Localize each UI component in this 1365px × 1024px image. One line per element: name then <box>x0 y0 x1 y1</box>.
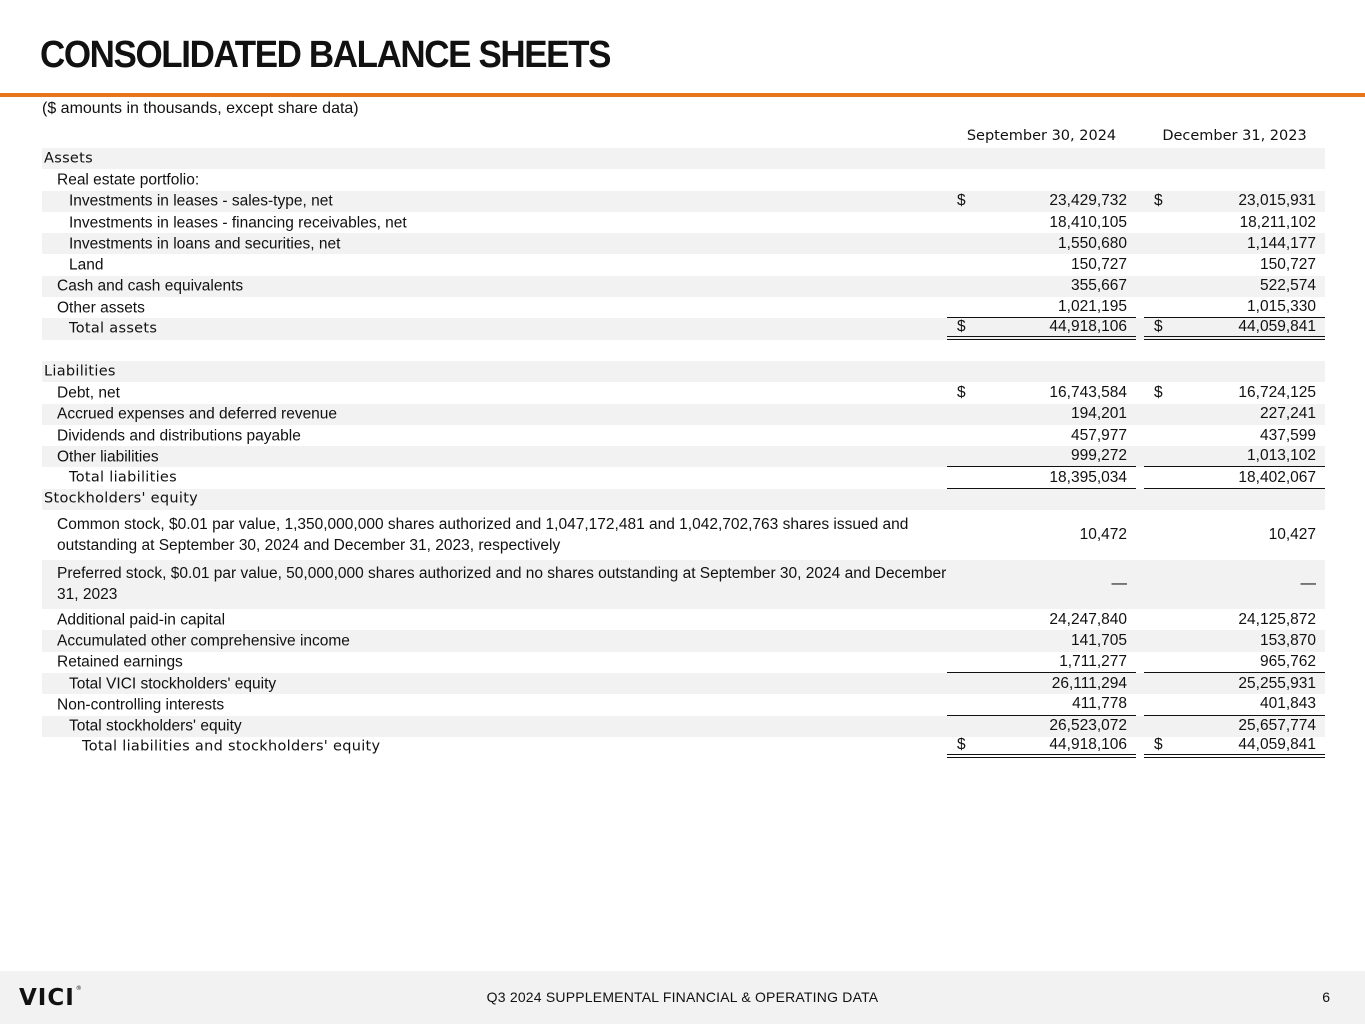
cell-value: 18,402,067 <box>1238 468 1316 486</box>
value-cell-2024 <box>947 510 1136 560</box>
value-cell-2024 <box>947 694 1136 715</box>
cell-value: — <box>1111 575 1127 593</box>
cell-value: 16,724,125 <box>1238 383 1316 401</box>
value-cell-2023 <box>1144 630 1325 651</box>
cell-value: 26,523,072 <box>1049 717 1127 735</box>
table-row <box>42 510 1325 560</box>
currency-symbol: $ <box>1154 318 1163 336</box>
row-label: Non-controlling interests <box>57 696 225 714</box>
row-label: Debt, net <box>57 384 120 402</box>
cell-value: 25,657,774 <box>1238 717 1316 735</box>
cell-value: 150,727 <box>1070 256 1127 274</box>
value-cell-2024 <box>947 467 1136 488</box>
currency-symbol: $ <box>1154 192 1163 210</box>
value-cell-2023 <box>1144 467 1325 488</box>
table-row <box>42 560 1325 610</box>
table-row <box>42 191 1325 212</box>
title-rule <box>0 93 1365 97</box>
value-cell-2024 <box>947 673 1136 694</box>
currency-symbol: $ <box>957 318 966 336</box>
value-cell-2023 <box>1144 212 1325 233</box>
cell-value: 16,743,584 <box>1049 383 1127 401</box>
cell-value: 18,211,102 <box>1239 213 1316 231</box>
cell-value: 150,727 <box>1259 256 1316 274</box>
cell-value: 23,429,732 <box>1049 192 1127 210</box>
value-cell-2023 <box>1144 233 1325 254</box>
section-header-row <box>42 361 1325 382</box>
value-cell-2024 <box>947 630 1136 651</box>
value-cell-2024 <box>947 233 1136 254</box>
spacer-row <box>42 340 1325 361</box>
value-cell-2024 <box>947 716 1136 737</box>
table-row <box>42 694 1325 715</box>
value-cell-2024 <box>947 652 1136 673</box>
currency-symbol: $ <box>957 383 966 401</box>
cell-value: 44,918,106 <box>1049 736 1127 754</box>
table-row <box>42 254 1325 275</box>
value-cell-2024 <box>947 212 1136 233</box>
balance-sheet-table <box>42 148 1325 758</box>
table-row <box>42 630 1325 651</box>
table-row <box>42 318 1325 339</box>
cell-value: 457,977 <box>1070 426 1127 444</box>
row-label: Preferred stock, $0.01 par value, 50,000,000 shares authorized and no shares outstanding at September 30, 2024 and December 31, 2023 <box>57 565 947 604</box>
table-row <box>42 297 1325 318</box>
value-cell-2024 <box>947 425 1136 446</box>
cell-value: 355,667 <box>1070 277 1127 295</box>
footer-text: Q3 2024 SUPPLEMENTAL FINANCIAL & OPERATING DATA <box>486 989 879 1005</box>
value-cell-2024 <box>947 254 1136 275</box>
section-header-row <box>42 148 1325 169</box>
value-cell-2023 <box>1144 297 1325 318</box>
value-cell-2024 <box>947 560 1136 610</box>
row-label: Assets <box>44 150 93 167</box>
currency-symbol: $ <box>957 192 966 210</box>
currency-symbol: $ <box>1154 736 1163 754</box>
value-cell-2024 <box>947 446 1136 467</box>
value-cell-2023 <box>1144 694 1325 715</box>
cell-value: 437,599 <box>1259 426 1316 444</box>
vici-logo: VICI® <box>19 985 83 1011</box>
cell-value: 1,015,330 <box>1247 298 1316 316</box>
value-cell-2024 <box>947 276 1136 297</box>
value-cell-2024 <box>947 297 1136 318</box>
value-cell-2023 <box>1144 254 1325 275</box>
cell-value: 401,843 <box>1259 695 1316 713</box>
value-cell-2023 <box>1144 716 1325 737</box>
value-cell-2024 <box>947 191 1136 212</box>
row-label: Investments in loans and securities, net <box>69 235 341 253</box>
value-cell-2023 <box>1144 404 1325 425</box>
cell-value: 10,427 <box>1268 525 1316 543</box>
row-label: Cash and cash equivalents <box>57 277 244 295</box>
row-label: Real estate portfolio: <box>57 171 200 189</box>
cell-value: 23,015,931 <box>1238 192 1316 210</box>
table-row <box>42 467 1325 488</box>
row-label: Common stock, $0.01 par value, 1,350,000,000 shares authorized and 1,047,172,481 and 1,042,702,763 shares issued and outstanding at September 30, 2024 and December 31, 2023, respectively <box>57 515 909 554</box>
units-note: ($ amounts in thousands, except share data) <box>42 100 359 117</box>
table-row <box>42 382 1325 403</box>
cell-value: 18,410,105 <box>1049 213 1127 231</box>
value-cell-2023 <box>1144 737 1325 758</box>
cell-value: 227,241 <box>1259 405 1316 423</box>
value-cell-2023 <box>1144 191 1325 212</box>
row-label: Total assets <box>69 320 158 337</box>
table-row <box>42 276 1325 297</box>
row-label: Other liabilities <box>57 448 159 466</box>
row-label: Accumulated other comprehensive income <box>57 632 350 650</box>
table-row <box>42 716 1325 737</box>
cell-value: 1,144,177 <box>1247 234 1316 252</box>
currency-symbol: $ <box>1154 383 1163 401</box>
cell-value: 1,550,680 <box>1058 234 1127 252</box>
cell-value: 141,705 <box>1070 631 1127 649</box>
cell-value: 194,201 <box>1070 405 1127 423</box>
table-row <box>42 446 1325 467</box>
cell-value: 411,778 <box>1072 695 1127 713</box>
value-cell-2024 <box>947 318 1136 339</box>
cell-value: 24,125,872 <box>1238 610 1316 628</box>
table-row <box>42 737 1325 758</box>
cell-value: 18,395,034 <box>1049 468 1127 486</box>
row-label: Investments in leases - sales-type, net <box>69 192 333 210</box>
value-cell-2023 <box>1144 560 1325 610</box>
value-cell-2023 <box>1144 609 1325 630</box>
row-label: Total liabilities and stockholders' equity <box>82 738 381 755</box>
row-label: Land <box>69 256 104 274</box>
cell-value: 25,255,931 <box>1238 674 1316 692</box>
value-cell-2023 <box>1144 652 1325 673</box>
row-label: Retained earnings <box>57 653 183 671</box>
table-row <box>42 652 1325 673</box>
table-row <box>42 233 1325 254</box>
cell-value: 1,711,277 <box>1059 652 1127 670</box>
row-label: Additional paid-in capital <box>57 611 226 629</box>
value-cell-2023 <box>1144 276 1325 297</box>
row-label: Liabilities <box>44 363 116 380</box>
row-label: Total liabilities <box>69 469 177 486</box>
row-label: Other assets <box>57 299 145 317</box>
cell-value: 44,918,106 <box>1049 318 1127 336</box>
value-cell-2023 <box>1144 673 1325 694</box>
page-number: 6 <box>1322 989 1330 1005</box>
cell-value: 24,247,840 <box>1049 610 1127 628</box>
table-row <box>42 212 1325 233</box>
value-cell-2023 <box>1144 318 1325 339</box>
table-row <box>42 673 1325 694</box>
section-header-row <box>42 489 1325 510</box>
cell-value: 44,059,841 <box>1238 736 1316 754</box>
cell-value: 1,013,102 <box>1247 447 1316 465</box>
value-cell-2024 <box>947 404 1136 425</box>
row-label: Dividends and distributions payable <box>57 427 301 444</box>
value-cell-2023 <box>1144 425 1325 446</box>
page-title: CONSOLIDATED BALANCE SHEETS <box>40 34 611 76</box>
table-row <box>42 404 1325 425</box>
row-label: Total stockholders' equity <box>69 717 242 735</box>
cell-value: 1,021,195 <box>1058 298 1127 316</box>
table-row <box>42 425 1325 446</box>
cell-value: 10,472 <box>1079 525 1127 543</box>
currency-symbol: $ <box>957 736 966 754</box>
row-label: Total VICI stockholders' equity <box>69 675 277 693</box>
row-label: Accrued expenses and deferred revenue <box>57 405 338 423</box>
value-cell-2023 <box>1144 382 1325 403</box>
footer-bar <box>0 971 1365 1024</box>
value-cell-2023 <box>1144 446 1325 467</box>
row-label: Stockholders' equity <box>44 490 199 507</box>
column-header-dec-2023: December 31, 2023 <box>1144 128 1325 149</box>
value-cell-2024 <box>947 737 1136 758</box>
cell-value: 153,870 <box>1259 631 1316 649</box>
value-cell-2024 <box>947 609 1136 630</box>
cell-value: 26,111,294 <box>1051 674 1127 692</box>
cell-value: — <box>1300 575 1316 593</box>
value-cell-2023 <box>1144 510 1325 560</box>
cell-value: 965,762 <box>1259 652 1316 670</box>
row-label: Investments in leases - financing receivables, net <box>69 214 407 232</box>
cell-value: 44,059,841 <box>1238 318 1316 336</box>
column-header-sep-2024: September 30, 2024 <box>947 128 1136 149</box>
cell-value: 522,574 <box>1259 277 1316 295</box>
table-row <box>42 609 1325 630</box>
value-cell-2024 <box>947 382 1136 403</box>
table-row <box>42 169 1325 190</box>
cell-value: 999,272 <box>1070 447 1127 465</box>
